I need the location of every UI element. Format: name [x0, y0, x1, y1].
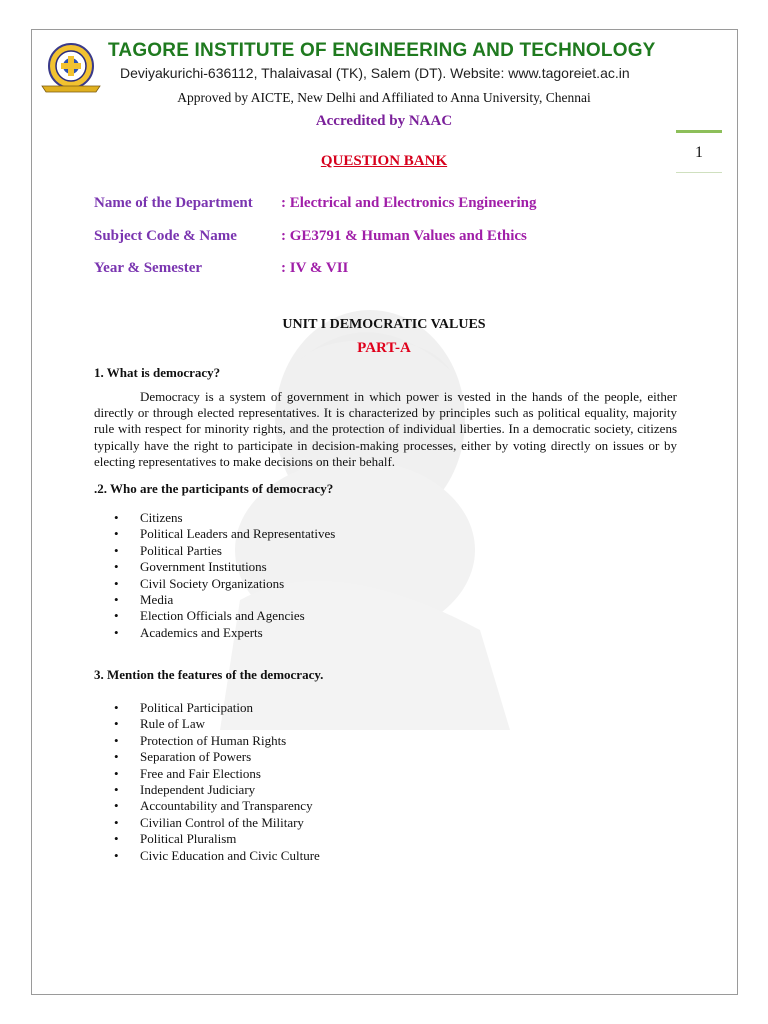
institute-address: Deviyakurichi-636112, Thalaivasal (TK), Salem (DT). Website: www.tagoreiet.ac.in: [120, 65, 630, 81]
list-item: • Academics and Experts: [114, 625, 335, 641]
list-item: • Protection of Human Rights: [114, 733, 320, 749]
meta-value: : IV & VII: [281, 260, 349, 276]
document-title: QUESTION BANK: [320, 153, 448, 169]
list-item: • Civic Education and Civic Culture: [114, 848, 320, 864]
meta-row-year-semester: [94, 260, 348, 277]
meta-row-department: [94, 195, 537, 212]
accreditation-line: Accredited by NAAC: [315, 113, 453, 129]
list-item: • Independent Judiciary: [114, 782, 320, 798]
meta-value: : Electrical and Electronics Engineering: [281, 195, 537, 211]
meta-row-subject: [94, 228, 527, 245]
meta-label: Name of the Department: [94, 195, 253, 211]
features-list: [114, 700, 320, 864]
institute-seal-icon: [38, 42, 104, 94]
list-item: • Civilian Control of the Military: [114, 815, 320, 831]
meta-label: Year & Semester: [94, 260, 203, 276]
list-item: • Citizens: [114, 510, 335, 526]
unit-title: UNIT I DEMOCRATIC VALUES: [282, 317, 486, 332]
answer-1: Democracy is a system of government in which power is vested in the hands of the people, either directly or through elected representatives. It is characterized by principles such as political equality, majority rule with respect for minority rights, and the protection of individual liberties. In a democratic society, citizens typically have the right to participate in decision-making processes, either by voting directly on issues or by electing representatives to make decisions on their behalf.: [94, 389, 677, 469]
list-item: • Free and Fair Elections: [114, 766, 320, 782]
list-item: • Separation of Powers: [114, 749, 320, 765]
list-item: • Political Pluralism: [114, 831, 320, 847]
list-item: • Political Parties: [114, 543, 335, 559]
list-item: • Rule of Law: [114, 716, 320, 732]
part-title: PART-A: [357, 340, 411, 356]
list-item: • Political Leaders and Representatives: [114, 526, 335, 542]
list-item: • Government Institutions: [114, 559, 335, 575]
page-number-accent: [676, 130, 722, 133]
question-1: 1. What is democracy?: [94, 365, 221, 380]
institute-name: TAGORE INSTITUTE OF ENGINEERING AND TECHNOLOGY: [108, 40, 656, 61]
approval-line: Approved by AICTE, New Delhi and Affiliated to Anna University, Chennai: [177, 90, 591, 105]
page-number: 1: [695, 144, 703, 161]
list-item: • Civil Society Organizations: [114, 576, 335, 592]
list-item: • Political Participation: [114, 700, 320, 716]
question-2: .2. Who are the participants of democracy?: [94, 481, 334, 496]
meta-value: : GE3791 & Human Values and Ethics: [281, 228, 527, 244]
list-item: • Election Officials and Agencies: [114, 608, 335, 624]
list-item: • Accountability and Transparency: [114, 798, 320, 814]
list-item: • Media: [114, 592, 335, 608]
meta-label: Subject Code & Name: [94, 228, 237, 244]
question-3: 3. Mention the features of the democracy.: [94, 667, 324, 682]
participants-list: [114, 510, 335, 641]
page-number-rule: [676, 172, 722, 173]
